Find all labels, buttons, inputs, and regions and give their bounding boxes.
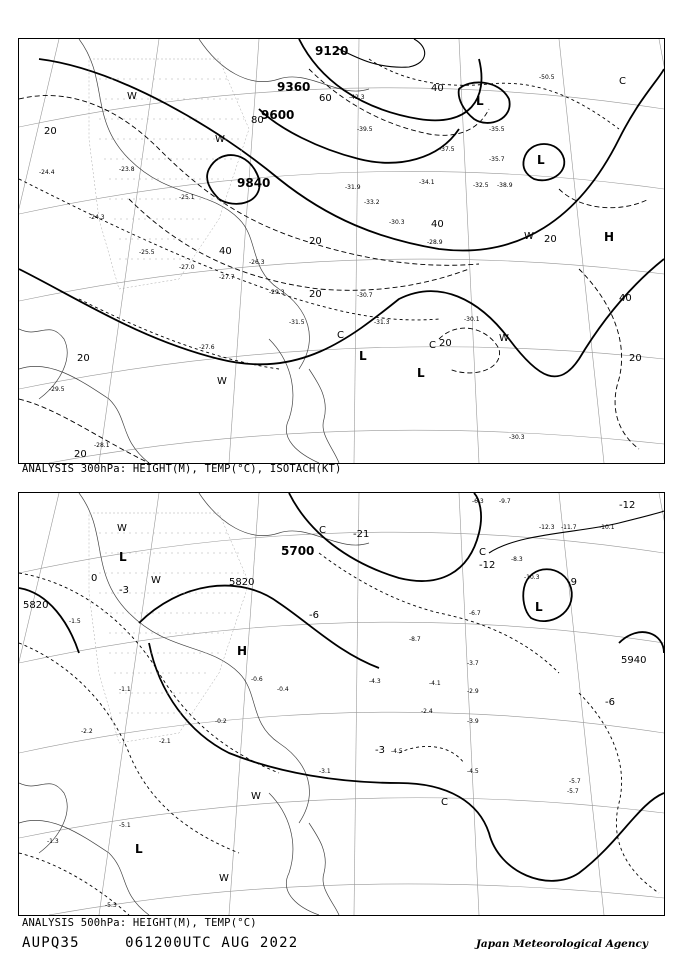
low-marker: L (476, 94, 484, 108)
station-temp: -9.7 (499, 498, 511, 505)
map-300hpa (18, 38, 665, 464)
isotach-label: 20 (544, 234, 557, 245)
isotherm-label: -21 (353, 529, 370, 540)
height-label: 9360 (277, 80, 311, 94)
station-temp: -4.5 (391, 748, 403, 755)
station-temp: -2.1 (159, 738, 171, 745)
station-temp: -3.9 (467, 718, 479, 725)
caption-300hpa: ANALYSIS 300hPa: HEIGHT(M), TEMP(°C), ISOTACH(KT) (22, 463, 342, 475)
station-temp: -35.7 (489, 156, 505, 163)
low-marker: L (535, 600, 543, 614)
low-marker: L (417, 366, 425, 380)
graticule-longitude (19, 39, 664, 463)
low-marker: L (119, 550, 127, 564)
station-temps (47, 498, 615, 909)
station-temp: -42.3 (349, 94, 365, 101)
station-temp: -5.7 (569, 778, 581, 785)
station-temp: -10.3 (524, 574, 540, 581)
isotach-label: 80 (251, 115, 264, 126)
station-temp: -2.4 (421, 708, 433, 715)
height-label: 5700 (281, 544, 315, 558)
isotherm-label: -12 (479, 560, 496, 571)
station-temp: -6.7 (469, 610, 481, 617)
station-temp: -5.3 (105, 902, 117, 909)
station-temp: -10.1 (599, 524, 615, 531)
station-temp: -12.3 (539, 524, 555, 531)
station-temp: -37.5 (439, 146, 455, 153)
low-marker: L (537, 153, 545, 167)
isotach-label: 20 (309, 236, 322, 247)
coastline (19, 493, 369, 915)
station-temp: -30.1 (464, 316, 480, 323)
warm-marker: W (251, 791, 261, 802)
isotach-label: 20 (77, 353, 90, 364)
warm-marker: W (499, 333, 509, 344)
station-temp: -35.5 (489, 126, 505, 133)
station-temp: -27.0 (179, 264, 195, 271)
station-temp: -11.7 (561, 524, 577, 531)
cold-marker: C (337, 330, 344, 341)
isotach-label: 40 (431, 219, 444, 230)
valid-time: 061200UTC AUG 2022 (125, 935, 299, 951)
isotach-label: 40 (619, 293, 632, 304)
station-temp: -31.9 (345, 184, 361, 191)
isotach-label: 20 (44, 126, 57, 137)
station-temp: -29.5 (49, 386, 65, 393)
chart-code (22, 935, 298, 951)
station-temp: -3.7 (467, 660, 479, 667)
cold-marker: C (319, 525, 326, 536)
system-labels (117, 523, 543, 884)
station-temp: -8.7 (409, 636, 421, 643)
cold-marker: C (619, 76, 626, 87)
map-500hpa-canvas (19, 493, 664, 915)
isotach-label: 20 (439, 338, 452, 349)
station-temp: -3.1 (319, 768, 331, 775)
isotherm-label: -6 (605, 697, 615, 708)
cold-marker: C (441, 797, 448, 808)
isotach-label: 40 (431, 83, 444, 94)
graticule-latitude (19, 532, 664, 915)
hatch-region (89, 513, 249, 743)
caption-500hpa: ANALYSIS 500hPa: HEIGHT(M), TEMP(°C) (22, 917, 257, 929)
isotach-label: 40 (219, 246, 232, 257)
station-temp: -1.5 (69, 618, 81, 625)
station-temp: -28.9 (427, 239, 443, 246)
warm-marker: W (117, 523, 127, 534)
height-contours (19, 493, 664, 881)
height-label: 5820 (23, 600, 49, 611)
station-temp: -4.3 (369, 678, 381, 685)
station-temp: -24.4 (39, 169, 55, 176)
high-marker: H (604, 230, 615, 244)
station-temp: -24.3 (89, 214, 105, 221)
station-temp: -1.1 (119, 686, 131, 693)
agency-credit: Japan Meteorological Agency (475, 938, 648, 950)
high-marker: H (237, 644, 248, 658)
height-label: 9600 (261, 108, 295, 122)
height-label: 9840 (237, 176, 271, 190)
graticule-longitude (19, 493, 664, 915)
station-temps (39, 74, 555, 449)
isotach-label: 20 (74, 449, 87, 460)
station-temp: -25.1 (179, 194, 195, 201)
station-temp: -30.3 (389, 219, 405, 226)
isotach-labels (44, 83, 642, 460)
station-temp: -0.6 (251, 676, 263, 683)
station-temp: -31.5 (289, 319, 305, 326)
station-temp: -25.5 (139, 249, 155, 256)
station-temp: -5.7 (567, 788, 579, 795)
isotherm-label: -3 (119, 585, 129, 596)
cold-marker: C (429, 340, 436, 351)
isotherm-label: 0 (91, 573, 98, 584)
warm-marker: W (219, 873, 229, 884)
warm-marker: W (127, 91, 137, 102)
station-temp: -30.3 (509, 434, 525, 441)
station-temp: -1.3 (47, 838, 59, 845)
station-temp: -32.5 (473, 182, 489, 189)
isotach-label: 60 (319, 93, 332, 104)
station-temp: -28.1 (94, 442, 110, 449)
isotach-label: 20 (309, 289, 322, 300)
isotherm-label: -6 (309, 610, 319, 621)
station-temp: -27.7 (219, 274, 235, 281)
station-temp: -6.3 (472, 498, 484, 505)
station-temp: -8.3 (511, 556, 523, 563)
height-label: 9120 (315, 44, 349, 58)
station-temp: -0.2 (215, 718, 227, 725)
system-labels (127, 76, 626, 387)
isotherm-contours (19, 59, 619, 369)
station-temp: -4.1 (429, 680, 441, 687)
station-temp: -26.3 (249, 259, 265, 266)
height-label: 5820 (229, 577, 255, 588)
temp-labels (91, 500, 635, 756)
station-temp: -50.5 (539, 74, 555, 81)
station-temp: -27.6 (199, 344, 215, 351)
height-contours (19, 39, 664, 376)
station-temp: -39.5 (357, 126, 373, 133)
warm-marker: W (524, 231, 534, 242)
isotherm-label: -12 (619, 500, 636, 511)
station-temp: -34.1 (419, 179, 435, 186)
isotherm-label: -9 (567, 577, 577, 588)
station-temp: -2.2 (81, 728, 93, 735)
height-labels (23, 544, 646, 666)
map-300hpa-canvas (19, 39, 664, 463)
warm-marker: W (151, 575, 161, 586)
station-temp: -2.9 (467, 688, 479, 695)
station-temp: -23.8 (119, 166, 135, 173)
station-temp: -4.5 (467, 768, 479, 775)
station-temp: -29.3 (269, 289, 285, 296)
isotherm-label: -3 (375, 745, 385, 756)
station-temp: -5.1 (119, 822, 131, 829)
isotach-label: 20 (629, 353, 642, 364)
warm-marker: W (215, 134, 225, 145)
warm-marker: W (217, 376, 227, 387)
map-500hpa (18, 492, 665, 916)
station-temp: -0.4 (277, 686, 289, 693)
low-marker: L (359, 349, 367, 363)
station-temp: -33.2 (364, 199, 380, 206)
coastline (19, 39, 369, 463)
cold-marker: C (479, 547, 486, 558)
station-temp: -30.7 (357, 292, 373, 299)
station-temp: -31.3 (374, 319, 390, 326)
low-marker: L (135, 842, 143, 856)
station-temp: -38.9 (497, 182, 513, 189)
chart-id: AUPQ35 (22, 935, 80, 951)
height-label: 5940 (621, 655, 647, 666)
